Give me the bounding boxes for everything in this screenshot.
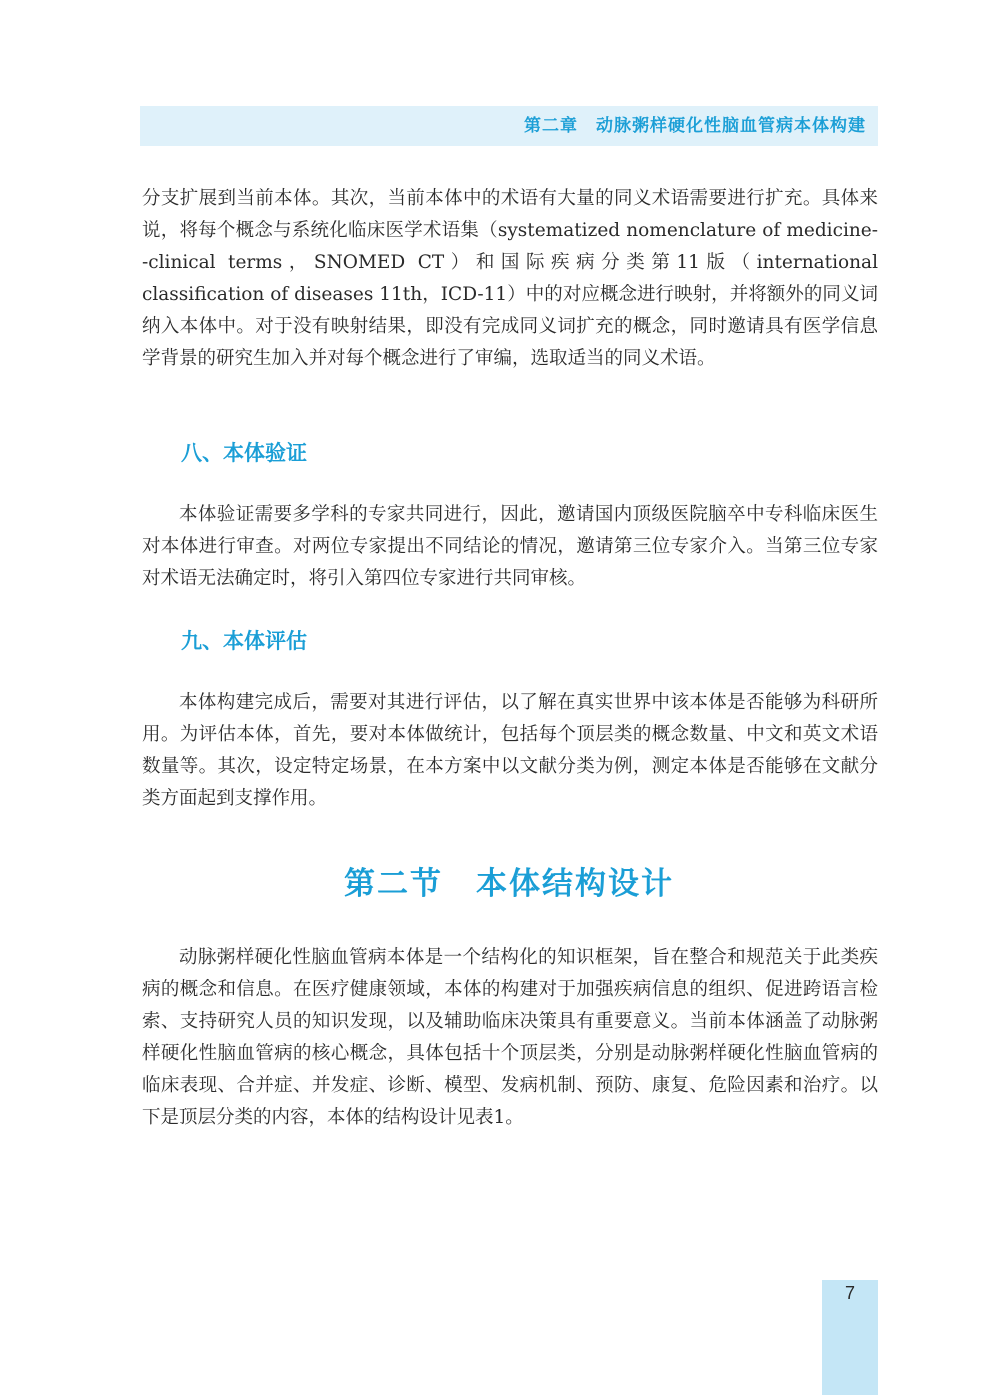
body-paragraph-evaluation: 本体构建完成后，需要对其进行评估，以了解在真实世界中该本体是否能够为科研所用。为评估本体，首先，要对本体做统计，包括每个顶层类的概念数量、中文和英文术语数量等。其次，设定特定场景，在本方案中以文献分类为例，测定本体是否能够在文献分类方面起到支撑作用。 <box>142 692 878 809</box>
body-paragraph-validation: 本体验证需要多学科的专家共同进行，因此，邀请国内顶级医院脑卒中专科临床医生对本体进行审查。对两位专家提出不同结论的情况，邀请第三位专家介入。当第三位专家对术语无法确定时，将引入第四位专家进行共同审核。 <box>142 504 878 589</box>
section-title: 第二节 本体结构设计 <box>344 866 674 902</box>
chapter-title: 第二章 动脉粥样硬化性脑血管病本体构建 <box>524 116 866 136</box>
running-header <box>140 106 878 146</box>
page-number-tab <box>822 1280 878 1395</box>
body-paragraph-structure-design: 动脉粥样硬化性脑血管病本体是一个结构化的知识框架，旨在整合和规范关于此类疾病的概念和信息。在医疗健康领域，本体的构建对于加强疾病信息的组织、促进跨语言检索、支持研究人员的知识发现，以及辅助临床决策具有重要意义。当前本体涵盖了动脉粥样硬化性脑血管病的核心概念，具体包括十个顶层类，分别是动脉粥样硬化性脑血管病的临床表现、合并症、并发症、诊断、模型、发病机制、预防、康复、危险因素和治疗。以下是顶层分类的内容，本体的结构设计见表1。 <box>142 947 878 1128</box>
subheading-ontology-validation: 八、本体验证 <box>181 441 307 465</box>
page-number: 7 <box>844 1283 855 1303</box>
body-paragraph-continued: 分支扩展到当前本体。其次，当前本体中的术语有大量的同义术语需要进行扩充。具体来说，将每个概念与系统化临床医学术语集（systematized nomenclature of medicine--clinical terms，SNOMED CT）和国际疾病分类第11版（international classification of diseases 11th，ICD-11）中的对应概念进行映射，并将额外的同义词纳入本体中。对于没有映射结果，即没有完成同义词扩充的概念，同时邀请具有医学信息学背景的研究生加入并对每个概念进行了审编，选取适当的同义术语。 <box>142 188 878 369</box>
subheading-ontology-evaluation: 九、本体评估 <box>181 629 307 653</box>
